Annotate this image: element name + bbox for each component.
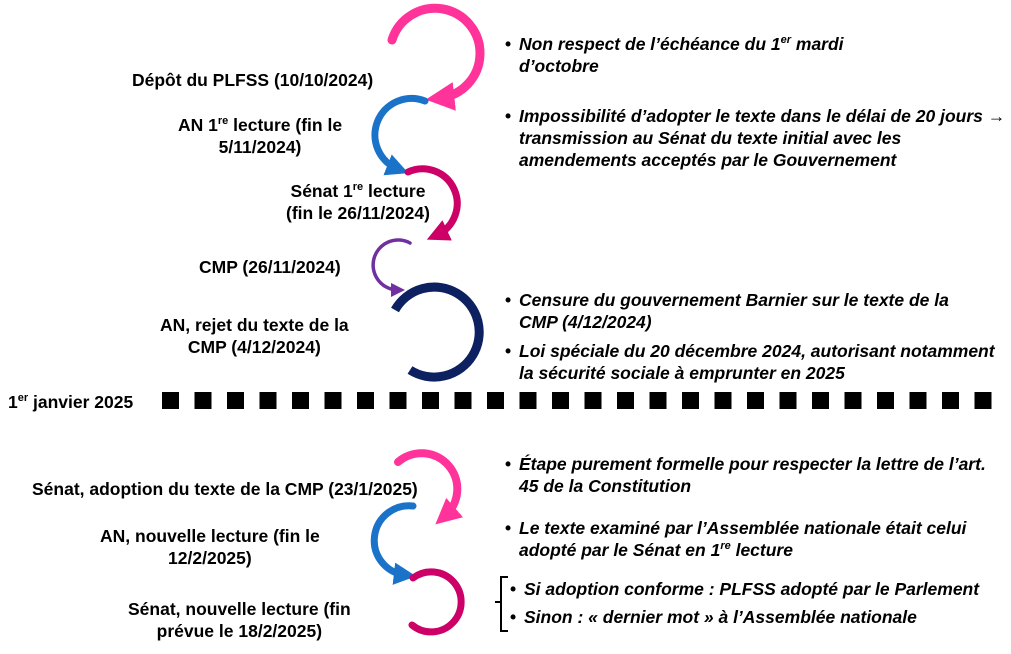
note-n8-text: Sinon : « dernier mot » à l’Assemblée nationale: [524, 607, 917, 627]
divider-square: [325, 392, 342, 409]
divider-square: [585, 392, 602, 409]
divider-square: [455, 392, 472, 409]
divider-square: [292, 392, 309, 409]
divider-square: [682, 392, 699, 409]
note-texte-examine: [505, 517, 975, 561]
note-censure: [505, 289, 990, 333]
step-an1-pre: AN 1: [178, 115, 218, 135]
divider-square: [780, 392, 797, 409]
note-echeance: [505, 33, 885, 77]
step-senat-nouvelle-line2: prévue le 18/2/2025): [156, 621, 323, 641]
bullet-icon: •: [505, 106, 512, 126]
bracket: [500, 576, 508, 632]
divider-square: [910, 392, 927, 409]
divider-square: [487, 392, 504, 409]
step-senat-premiere-lecture: [286, 180, 430, 224]
divider-square: [715, 392, 732, 409]
note-n6-post: lecture: [730, 540, 793, 560]
note-n4-text: Loi spéciale du 20 décembre 2024, autorisant notamment la sécurité sociale à emprunter en 2025: [519, 341, 995, 383]
note-n3-text: Censure du gouvernement Barnier sur le texte de la CMP (4/12/2024): [519, 290, 949, 332]
note-n1-sup: er: [780, 34, 792, 47]
step-senat-nouvelle-line1: Sénat, nouvelle lecture (fin: [128, 599, 351, 619]
divider-square: [877, 392, 894, 409]
note-n5-text: Étape purement formelle pour respecter la lettre de l’art. 45 de la Constitution: [519, 454, 986, 496]
divider-sup: er: [17, 392, 29, 405]
divider-square: [357, 392, 374, 409]
bullet-icon: •: [510, 579, 517, 599]
divider-square: [227, 392, 244, 409]
step-an1-sup: re: [217, 115, 229, 128]
arrow-an-to-senat: [375, 98, 425, 169]
arrow-depot-to-an: [392, 8, 480, 98]
step-cmp-text: CMP (26/11/2024): [199, 257, 341, 277]
divider-square: [845, 392, 862, 409]
step-an1-post: lecture (fin le: [228, 115, 343, 135]
note-adoption-conforme: [510, 578, 1010, 600]
note-loi-speciale: [505, 340, 1010, 384]
note-delai-20-jours: [505, 105, 1010, 171]
note-n6-sup: re: [720, 540, 731, 553]
step-an-nouvelle-line2: 12/2/2025): [168, 548, 252, 568]
note-n1-post: mardi d’octobre: [519, 34, 844, 76]
divider-square: [942, 392, 959, 409]
divider-label-janvier: [8, 391, 133, 413]
divider-post: janvier 2025: [28, 392, 134, 412]
note-n1-pre: Non respect de l’échéance du 1: [519, 34, 781, 54]
step-depot-plfss: [132, 69, 373, 91]
note-n2-text: Impossibilité d’adopter le texte dans le délai de 20 jours → transmission au Sénat du texte initial avec les amendements acceptés par le Gouvernement: [519, 106, 1006, 170]
divider-square: [390, 392, 407, 409]
arrow-cmp-to-an: [373, 240, 410, 290]
divider-square: [422, 392, 439, 409]
arrow-an-nouvelle-to-senat: [374, 506, 413, 575]
step-senat1-sup: re: [352, 181, 364, 194]
divider-square: [260, 392, 277, 409]
step-an-premiere-lecture: [178, 114, 342, 158]
divider-dotted-line: [162, 392, 992, 409]
step-an1-line2: 5/11/2024): [218, 137, 302, 157]
step-an-rejet-line1: AN, rejet du texte de la: [160, 315, 349, 335]
step-senat-adoption-text: Sénat, adoption du texte de la CMP (23/1/2025): [32, 479, 418, 499]
step-an-nouvelle-lecture: [100, 525, 320, 569]
step-an-rejet: [160, 314, 349, 358]
step-senat1-line2: (fin le 26/11/2024): [286, 203, 430, 223]
bullet-icon: •: [505, 290, 512, 310]
note-etape-formelle: [505, 453, 995, 497]
step-senat-nouvelle-lecture: [128, 598, 351, 642]
bullet-icon: •: [505, 518, 512, 538]
note-n6-pre: Le texte examiné par l’Assemblée nationale était celui adopté par le Sénat en 1: [519, 518, 967, 560]
step-cmp: [199, 256, 341, 278]
note-dernier-mot: [510, 606, 1010, 628]
divider-square: [812, 392, 829, 409]
navy-ring-rejet: [395, 287, 479, 377]
step-senat-adoption: [32, 478, 418, 500]
divider-square: [650, 392, 667, 409]
divider-square: [552, 392, 569, 409]
divider-pre: 1: [8, 392, 18, 412]
bracket-tip: [495, 601, 501, 603]
divider-square: [975, 392, 992, 409]
divider-square: [520, 392, 537, 409]
step-an-nouvelle-line1: AN, nouvelle lecture (fin le: [100, 526, 320, 546]
step-senat1-post: lecture: [363, 181, 426, 201]
note-n7-text: Si adoption conforme : PLFSS adopté par le Parlement: [524, 579, 980, 599]
divider-square: [747, 392, 764, 409]
divider-square: [195, 392, 212, 409]
step-senat1-pre: Sénat 1: [290, 181, 353, 201]
bullet-icon: •: [505, 341, 512, 361]
bullet-icon: •: [510, 607, 517, 627]
step-an-rejet-line2: CMP (4/12/2024): [187, 337, 321, 357]
crimson-ring-senat-nouvelle: [412, 572, 461, 632]
divider-square: [617, 392, 634, 409]
bullet-icon: •: [505, 454, 512, 474]
divider-square: [162, 392, 179, 409]
bullet-icon: •: [505, 34, 512, 54]
step-depot-text: Dépôt du PLFSS (10/10/2024): [132, 70, 374, 90]
